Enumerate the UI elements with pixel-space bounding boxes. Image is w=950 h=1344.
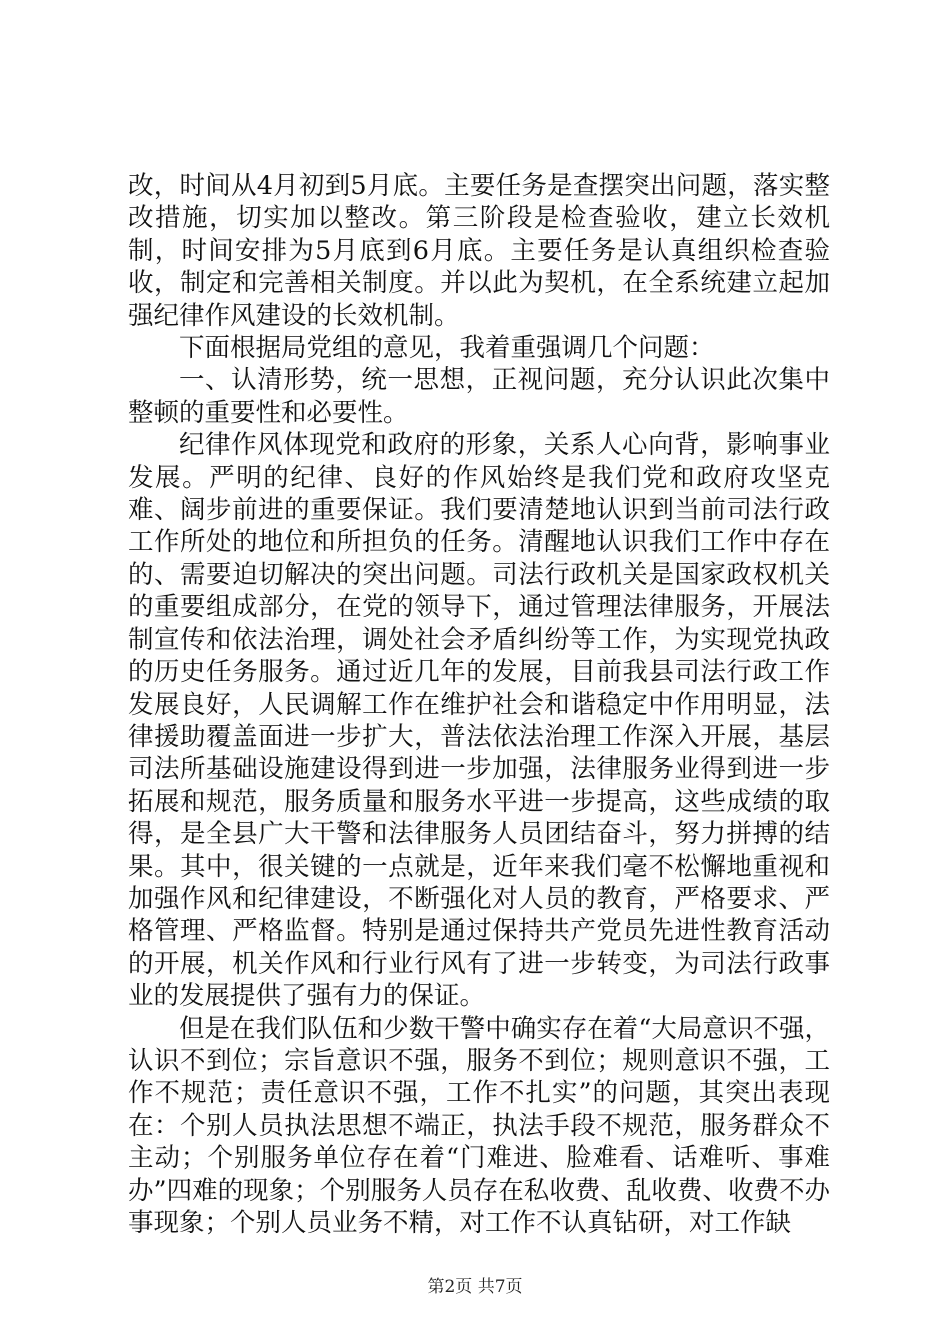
paragraph-5: 但是在我们队伍和少数干警中确实存在着“大局意识不强，认识不到位；宗旨意识不强，服务不到位；规则意识不强，工作不规范；责任意识不强，工作不扎实”的问题，其突出表现在：个别人员执法思想不端正，执法手段不规范，服务群众不主动；个别服务单位存在着“门难进、脸难看、话难听、事难办”四难的现象；个别服务人员存在私收费、乱收费、收费不办事现象；个别人员业务不精，对工作不认真钻研，对工作缺 bbox=[128, 1013, 830, 1238]
document-body bbox=[128, 170, 830, 1239]
page-number-footer: 第2页 共7页 bbox=[427, 1277, 523, 1297]
paragraph-3: 一、认清形势，统一思想，正视问题，充分认识此次集中整顿的重要性和必要性。 bbox=[128, 365, 830, 428]
paragraph-1: 改，时间从4月初到5月底。主要任务是查摆突出问题，落实整改措施，切实加以整改。第三阶段是检查验收，建立长效机制，时间安排为5月底到6月底。主要任务是认真组织检查验收，制定和完善相关制度。并以此为契机，在全系统建立起加强纪律作风建设的长效机制。 bbox=[128, 171, 830, 331]
paragraph-2: 下面根据局党组的意见，我着重强调几个问题： bbox=[179, 333, 715, 364]
paragraph-4: 纪律作风体现党和政府的形象，关系人心向背，影响事业发展。严明的纪律、良好的作风始终是我们党和政府攻坚克难、阔步前进的重要保证。我们要清楚地认识到当前司法行政工作所处的地位和所担负的任务。清醒地认识我们工作中存在的、需要迫切解决的突出问题。司法行政机关是国家政权机关的重要组成部分，在党的领导下，通过管理法律服务，开展法制宣传和依法治理，调处社会矛盾纠纷等工作，为实现党执政的历史任务服务。通过近几年的发展，目前我县司法行政工作发展良好，人民调解工作在维护社会和谐稳定中作用明显，法律援助覆盖面进一步扩大，普法依法治理工作深入开展，基层司法所基础设施建设得到进一步加强，法律服务业得到进一步拓展和规范，服务质量和服务水平进一步提高，这些成绩的取得，是全县广大干警和法律服务人员团结奋斗，努力拼搏的结果。其中，很关键的一点就是，近年来我们毫不松懈地重视和加强作风和纪律建设，不断强化对人员的教育，严格要求、严格管理、严格监督。特别是通过保持共产党员先进性教育活动的开展，机关作风和行业行风有了进一步转变，为司法行政事业的发展提供了强有力的保证。 bbox=[128, 430, 830, 1012]
